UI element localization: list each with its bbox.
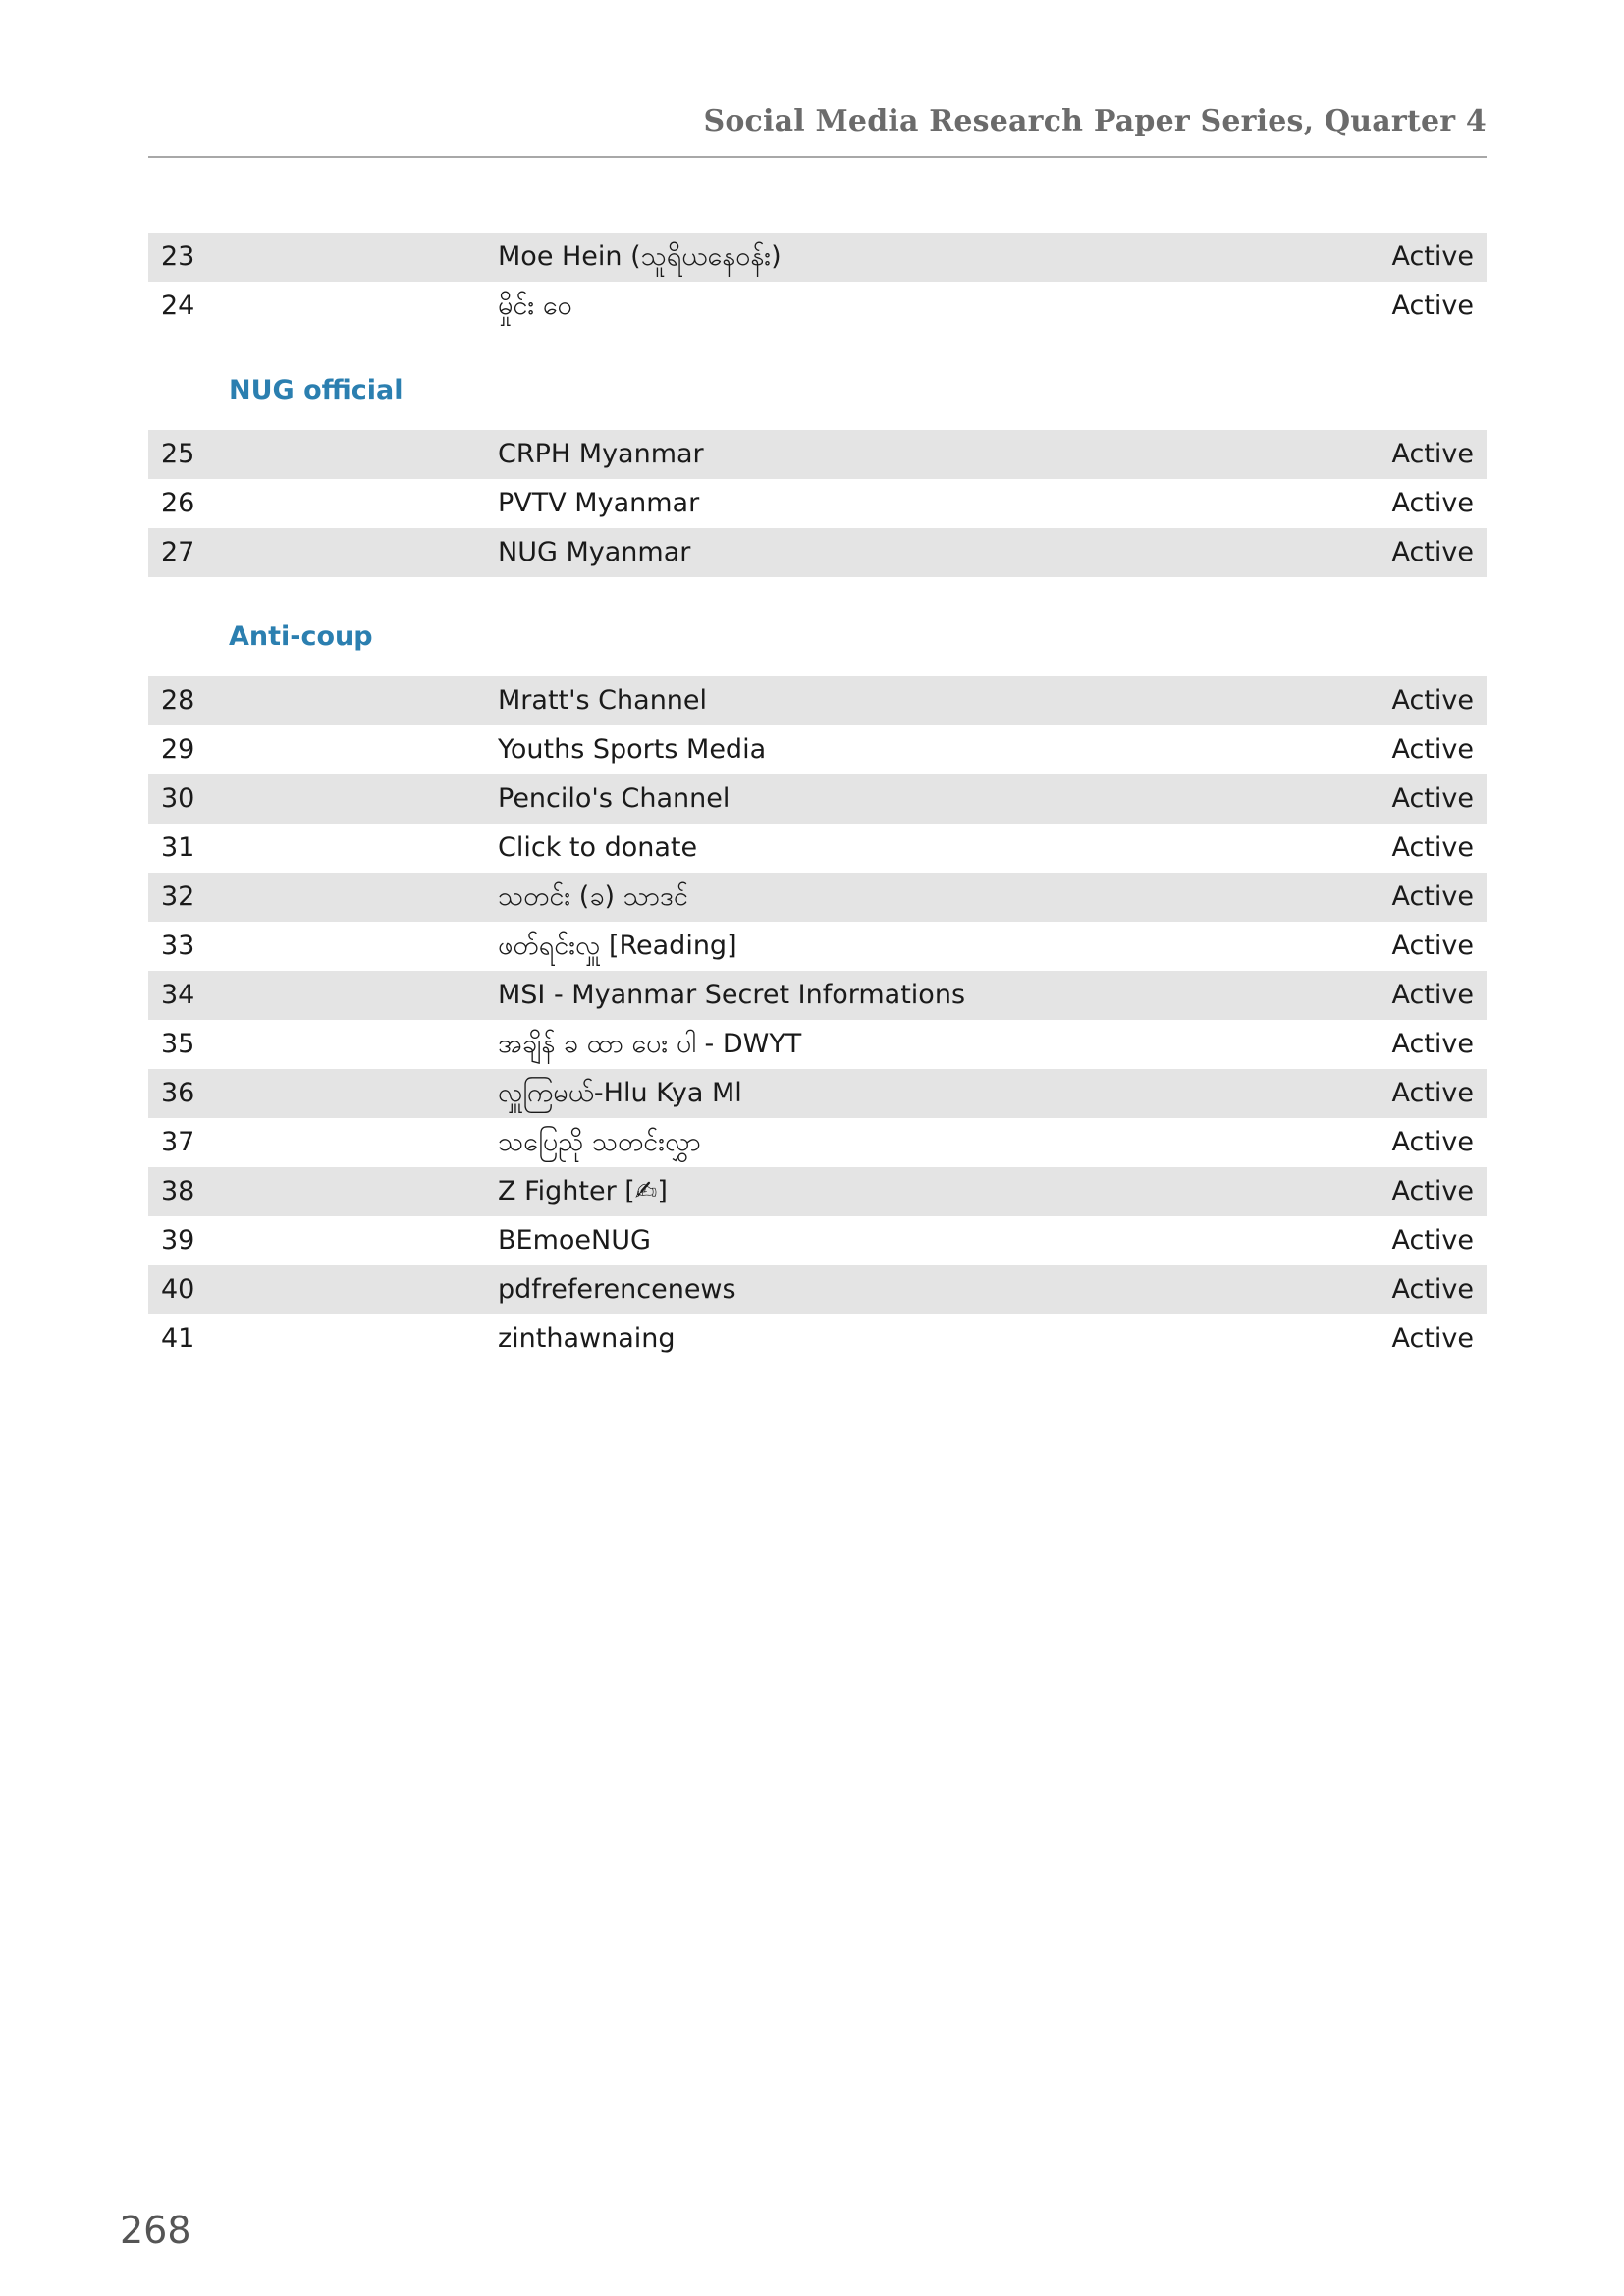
- row-number: 39: [161, 1225, 195, 1255]
- status-text: Active: [1391, 241, 1474, 272]
- channel-name: Mratt's Channel: [498, 685, 708, 716]
- channel-name: NUG Myanmar: [498, 537, 691, 567]
- table-row: [148, 1216, 1487, 1265]
- channel-name: BEmoeNUG: [498, 1225, 651, 1255]
- table-row: [148, 1167, 1487, 1216]
- status-text: Active: [1391, 734, 1474, 765]
- table-row: [148, 725, 1487, 774]
- table-row: [148, 430, 1487, 479]
- channel-table: [148, 233, 1487, 1363]
- table-row: [148, 1020, 1487, 1069]
- channel-name: လှူကြမယ်-Hlu Kya Ml: [498, 1078, 742, 1108]
- channel-name: Youths Sports Media: [498, 734, 767, 765]
- row-number: 33: [161, 931, 195, 961]
- row-number: 35: [161, 1029, 195, 1059]
- channel-name: ဖတ်ရင်းလှူ [Reading]: [498, 931, 737, 961]
- row-number: 24: [161, 291, 195, 321]
- section-heading-label: NUG official: [229, 375, 404, 405]
- row-number: 32: [161, 881, 195, 912]
- row-number: 38: [161, 1176, 195, 1206]
- table-row: [148, 922, 1487, 971]
- status-text: Active: [1391, 980, 1474, 1010]
- page-number: 268: [120, 2209, 191, 2252]
- section-heading-label: Anti-coup: [229, 621, 373, 652]
- status-text: Active: [1391, 685, 1474, 716]
- table-row: [148, 873, 1487, 922]
- table-row: [148, 1069, 1487, 1118]
- table-row: [148, 971, 1487, 1020]
- channel-name: သတင်း (ခ) သာဒင်: [498, 881, 688, 912]
- table-row: [148, 676, 1487, 725]
- channel-name: Pencilo's Channel: [498, 783, 731, 814]
- table-row: [148, 479, 1487, 528]
- channel-name: သပြေညို သတင်းလွှာ: [498, 1127, 701, 1157]
- row-number: 26: [161, 488, 195, 518]
- status-text: Active: [1391, 439, 1474, 469]
- table-row: [148, 233, 1487, 282]
- status-text: Active: [1391, 1323, 1474, 1354]
- status-text: Active: [1391, 931, 1474, 961]
- row-number: 27: [161, 537, 195, 567]
- row-number: 30: [161, 783, 195, 814]
- table-row: [148, 824, 1487, 873]
- row-number: 37: [161, 1127, 195, 1157]
- row-number: 36: [161, 1078, 195, 1108]
- header-rule: [148, 156, 1487, 158]
- table-row: [148, 1314, 1487, 1363]
- status-text: Active: [1391, 1078, 1474, 1108]
- table-row: [148, 1265, 1487, 1314]
- channel-name: အချိန် ခ ထာ ပေး ပါ - DWYT: [498, 1029, 802, 1059]
- status-text: Active: [1391, 537, 1474, 567]
- row-number: 34: [161, 980, 195, 1010]
- status-text: Active: [1391, 881, 1474, 912]
- row-number: 41: [161, 1323, 195, 1354]
- channel-name: zinthawnaing: [498, 1323, 676, 1354]
- row-number: 29: [161, 734, 195, 765]
- channel-name: PVTV Myanmar: [498, 488, 700, 518]
- table-row: [148, 282, 1487, 331]
- status-text: Active: [1391, 1274, 1474, 1305]
- row-number: 31: [161, 832, 195, 863]
- status-text: Active: [1391, 832, 1474, 863]
- table-row: [148, 1118, 1487, 1167]
- channel-name: Click to donate: [498, 832, 698, 863]
- status-text: Active: [1391, 1225, 1474, 1255]
- section-heading-nug-official: [148, 331, 1487, 430]
- row-number: 40: [161, 1274, 195, 1305]
- channel-name: မှိုင်း ဝေ: [498, 291, 572, 321]
- status-text: Active: [1391, 291, 1474, 321]
- channel-name: Z Fighter [✍]: [498, 1176, 668, 1206]
- running-header: Social Media Research Paper Series, Quarter 4: [703, 104, 1487, 138]
- status-text: Active: [1391, 783, 1474, 814]
- status-text: Active: [1391, 1127, 1474, 1157]
- table-row: [148, 774, 1487, 824]
- section-heading-anti-coup: [148, 577, 1487, 676]
- channel-name: MSI - Myanmar Secret Informations: [498, 980, 966, 1010]
- row-number: 28: [161, 685, 195, 716]
- status-text: Active: [1391, 1029, 1474, 1059]
- status-text: Active: [1391, 488, 1474, 518]
- channel-name: pdfreferencenews: [498, 1274, 736, 1305]
- channel-name: CRPH Myanmar: [498, 439, 704, 469]
- row-number: 25: [161, 439, 195, 469]
- table-row: [148, 528, 1487, 577]
- status-text: Active: [1391, 1176, 1474, 1206]
- channel-name: Moe Hein (သူရိယနေဝန်း): [498, 241, 782, 272]
- row-number: 23: [161, 241, 195, 272]
